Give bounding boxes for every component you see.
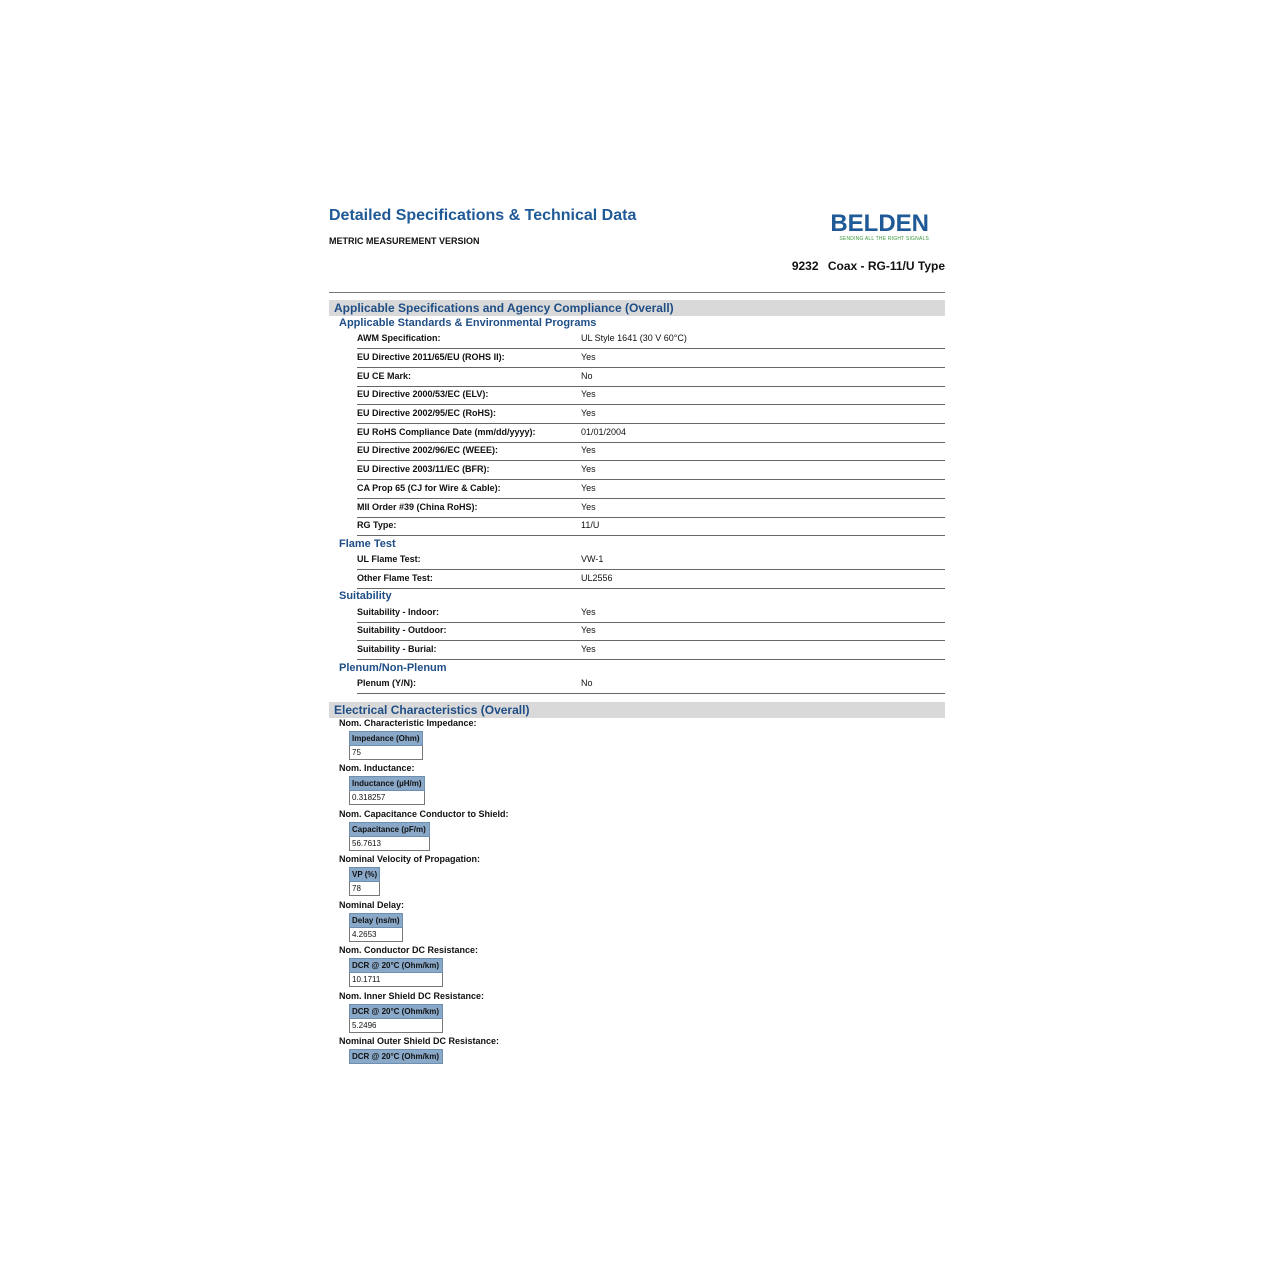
table-header: Impedance (Ohm) [350,732,423,746]
spec-key: EU Directive 2011/65/EU (ROHS II): [357,352,505,362]
header-divider [329,292,945,293]
section-title: Applicable Specifications and Agency Compliance (Overall) [334,301,674,315]
spec-row [357,622,945,641]
delay-label: Nominal Delay: [339,900,405,910]
inductance-label: Nom. Inductance: [339,763,415,773]
capacitance-table [349,822,430,851]
table-value: 56.7613 [350,837,430,851]
spec-value: VW-1 [581,554,604,564]
table-header: DCR @ 20°C (Ohm/km) [350,1050,443,1064]
standards-group-title: Applicable Standards & Environmental Programs [339,317,597,329]
logo-tagline: SENDING ALL THE RIGHT SIGNALS [839,236,929,242]
table-value: 75 [350,746,423,760]
belden-logo [830,212,929,242]
spec-row [357,517,945,536]
spec-value: No [581,678,593,688]
table-header: VP (%) [350,868,380,882]
delay-table [349,913,403,942]
compliance-section-header [329,300,945,316]
spec-value: Yes [581,644,596,654]
spec-row [357,461,945,480]
spec-value: Yes [581,445,596,455]
document-subtitle: METRIC MEASUREMENT VERSION [329,236,480,246]
spec-key: Suitability - Outdoor: [357,625,447,635]
conductor-dcr-label: Nom. Conductor DC Resistance: [339,945,479,955]
spec-key: Suitability - Indoor: [357,607,439,617]
spec-value: UL Style 1641 (30 V 60°C) [581,333,687,343]
spec-key: EU RoHS Compliance Date (mm/dd/yyyy): [357,427,536,437]
spec-row [357,551,945,570]
impedance-table [349,731,423,760]
spec-key: Plenum (Y/N): [357,678,417,688]
spec-key: EU Directive 2002/96/EC (WEEE): [357,445,499,455]
spec-key: EU CE Mark: [357,371,412,381]
spec-row [357,570,945,589]
velocity-table [349,867,380,896]
suitability-group-title: Suitability [339,590,392,602]
spec-value: Yes [581,483,596,493]
spec-row [357,330,945,349]
spec-key: RG Type: [357,520,397,530]
table-value: 78 [350,882,380,896]
spec-row [357,386,945,405]
spec-key: EU Directive 2000/53/EC (ELV): [357,389,489,399]
spec-row [357,349,945,368]
velocity-label: Nominal Velocity of Propagation: [339,854,481,864]
spec-value: Yes [581,625,596,635]
spec-value: UL2556 [581,573,613,583]
spec-row [357,424,945,443]
spec-value: Yes [581,389,596,399]
table-header: Capacitance (pF/m) [350,823,430,837]
table-header: DCR @ 20°C (Ohm/km) [350,959,443,973]
spec-key: UL Flame Test: [357,554,421,564]
table-value: 10.1711 [350,973,443,987]
impedance-label: Nom. Characteristic Impedance: [339,718,477,728]
spec-value: Yes [581,502,596,512]
section-title: Electrical Characteristics (Overall) [334,703,530,717]
spec-row [357,405,945,424]
capacitance-label: Nom. Capacitance Conductor to Shield: [339,809,509,819]
product-heading [792,259,945,273]
spec-value: Yes [581,352,596,362]
product-name: Coax - RG-11/U Type [827,259,945,273]
spec-key: MII Order #39 (China RoHS): [357,502,478,512]
spec-row [357,675,945,694]
table-header: Delay (ns/m) [350,914,403,928]
plenum-group-title: Plenum/Non-Plenum [339,662,447,674]
spec-key: EU Directive 2003/11/EC (BFR): [357,464,490,474]
spec-key: EU Directive 2002/95/EC (RoHS): [357,408,497,418]
table-header: Inductance (µH/m) [350,777,425,791]
outer-shield-dcr-label: Nominal Outer Shield DC Resistance: [339,1036,500,1046]
table-value: 0.318257 [350,791,425,805]
spec-value: 11/U [581,520,600,530]
inner-shield-dcr-label: Nom. Inner Shield DC Resistance: [339,991,485,1001]
spec-row [357,641,945,660]
table-value: 5.2496 [350,1019,443,1033]
table-value: 4.2653 [350,928,403,942]
spec-key: Suitability - Burial: [357,644,437,654]
spec-value: Yes [581,607,596,617]
spec-value: 01/01/2004 [581,427,627,437]
spec-key: Other Flame Test: [357,573,433,583]
conductor-dcr-table [349,958,443,987]
outer-shield-dcr-table [349,1049,443,1064]
spec-row [357,442,945,461]
electrical-section-header [329,702,945,718]
spec-value: Yes [581,464,596,474]
spec-key: AWM Specification: [357,333,441,343]
spec-key: CA Prop 65 (CJ for Wire & Cable): [357,483,501,493]
flame-test-group-title: Flame Test [339,538,396,550]
table-header: DCR @ 20°C (Ohm/km) [350,1005,443,1019]
product-code: 9232 [791,259,819,273]
inner-shield-dcr-table [349,1004,443,1033]
spec-value: Yes [581,408,596,418]
spec-row [357,499,945,518]
inductance-table [349,776,425,805]
spec-row [357,604,945,623]
logo-wordmark: BELDEN [830,210,929,237]
spec-row [357,368,945,387]
spec-row [357,480,945,499]
spec-value: No [581,371,593,381]
document-title: Detailed Specifications & Technical Data [329,207,637,224]
